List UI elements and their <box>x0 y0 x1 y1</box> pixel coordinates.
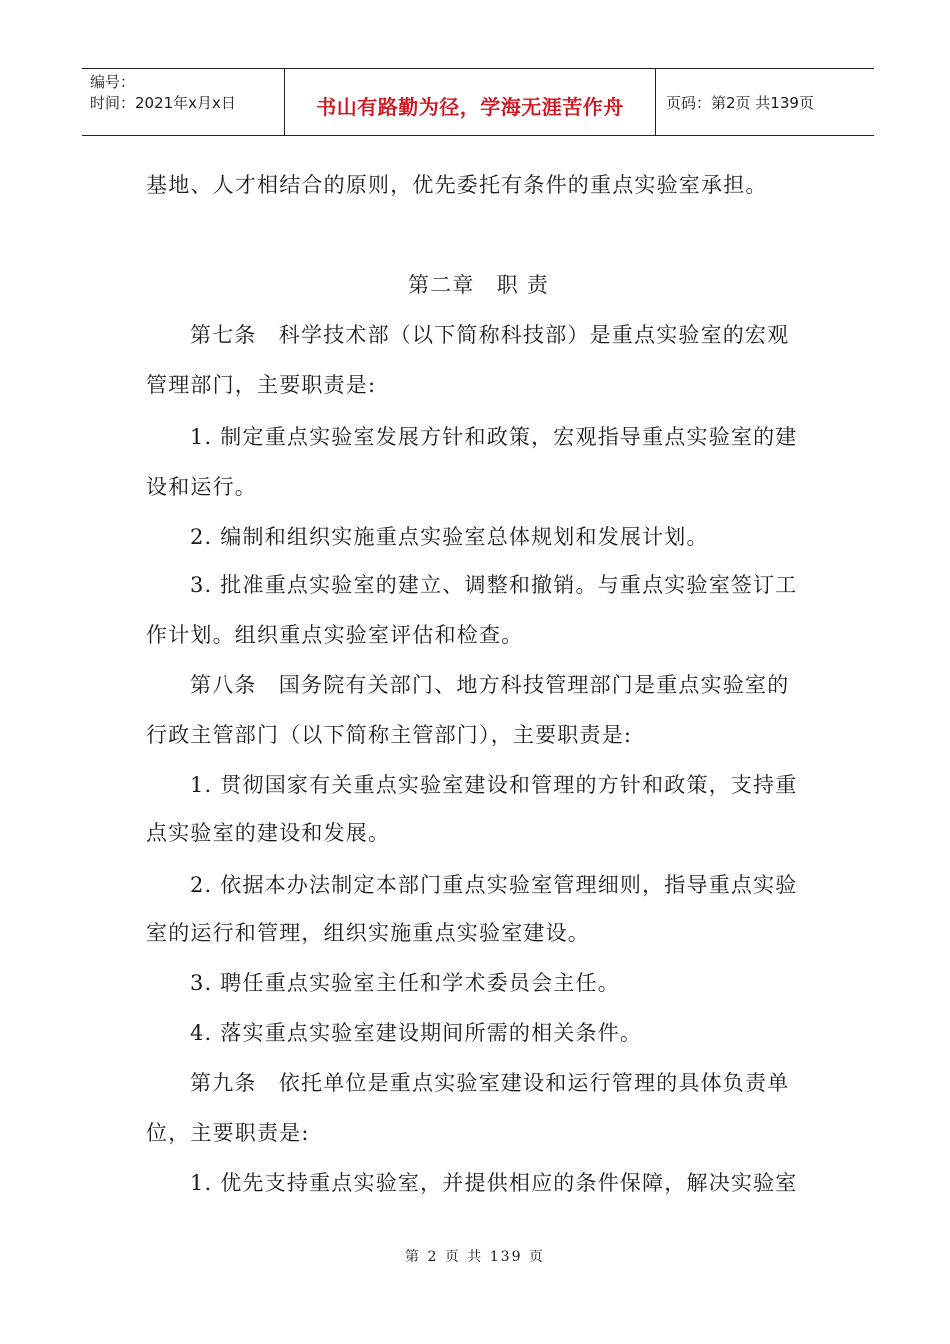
document-time-label: 时间：2021年x月x日 <box>90 94 236 112</box>
article-line: 第七条 科学技术部（以下简称科技部）是重点实验室的宏观 <box>190 323 790 347</box>
article-line: 第八条 国务院有关部门、地方科技管理部门是重点实验室的 <box>190 673 790 697</box>
body-line: 管理部门，主要职责是: <box>146 373 377 397</box>
list-item-line: 1. 贯彻国家有关重点实验室建设和管理的方针和政策，支持重 <box>190 773 798 797</box>
list-item-line: 4. 落实重点实验室建设期间所需的相关条件。 <box>190 1021 643 1045</box>
body-line: 位，主要职责是: <box>146 1121 310 1145</box>
list-item-line: 2. 依据本办法制定本部门重点实验室管理细则，指导重点实验 <box>190 873 798 897</box>
chapter-heading: 第二章 职 责 <box>408 273 550 297</box>
list-item-line: 2. 编制和组织实施重点实验室总体规划和发展计划。 <box>190 525 709 549</box>
article-line: 第九条 依托单位是重点实验室建设和运行管理的具体负责单 <box>190 1071 790 1095</box>
page-footer: 第 2 页 共 139 页 <box>405 1249 545 1265</box>
header-page-info: 页码：第2页 共139页 <box>666 93 814 112</box>
list-item-line: 1. 制定重点实验室发展方针和政策，宏观指导重点实验室的建 <box>190 425 798 449</box>
list-item-line: 1. 优先支持重点实验室，并提供相应的条件保障，解决实验室 <box>190 1171 798 1195</box>
body-line: 设和运行。 <box>146 475 257 499</box>
body-line: 室的运行和管理，组织实施重点实验室建设。 <box>146 921 590 945</box>
document-number-label: 编号： <box>90 73 136 91</box>
list-item-line: 3. 批准重点实验室的建立、调整和撤销。与重点实验室签订工 <box>190 573 798 597</box>
body-line: 行政主管部门（以下简称主管部门），主要职责是: <box>146 723 633 747</box>
body-line: 作计划。组织重点实验室评估和检查。 <box>146 623 524 647</box>
body-line: 基地、人才相结合的原则，优先委托有条件的重点实验室承担。 <box>146 173 768 197</box>
body-line: 点实验室的建设和发展。 <box>146 821 391 845</box>
list-item-line: 3. 聘任重点实验室主任和学术委员会主任。 <box>190 971 620 995</box>
header-motto: 书山有路勤为径，学海无涯苦作舟 <box>316 94 624 119</box>
